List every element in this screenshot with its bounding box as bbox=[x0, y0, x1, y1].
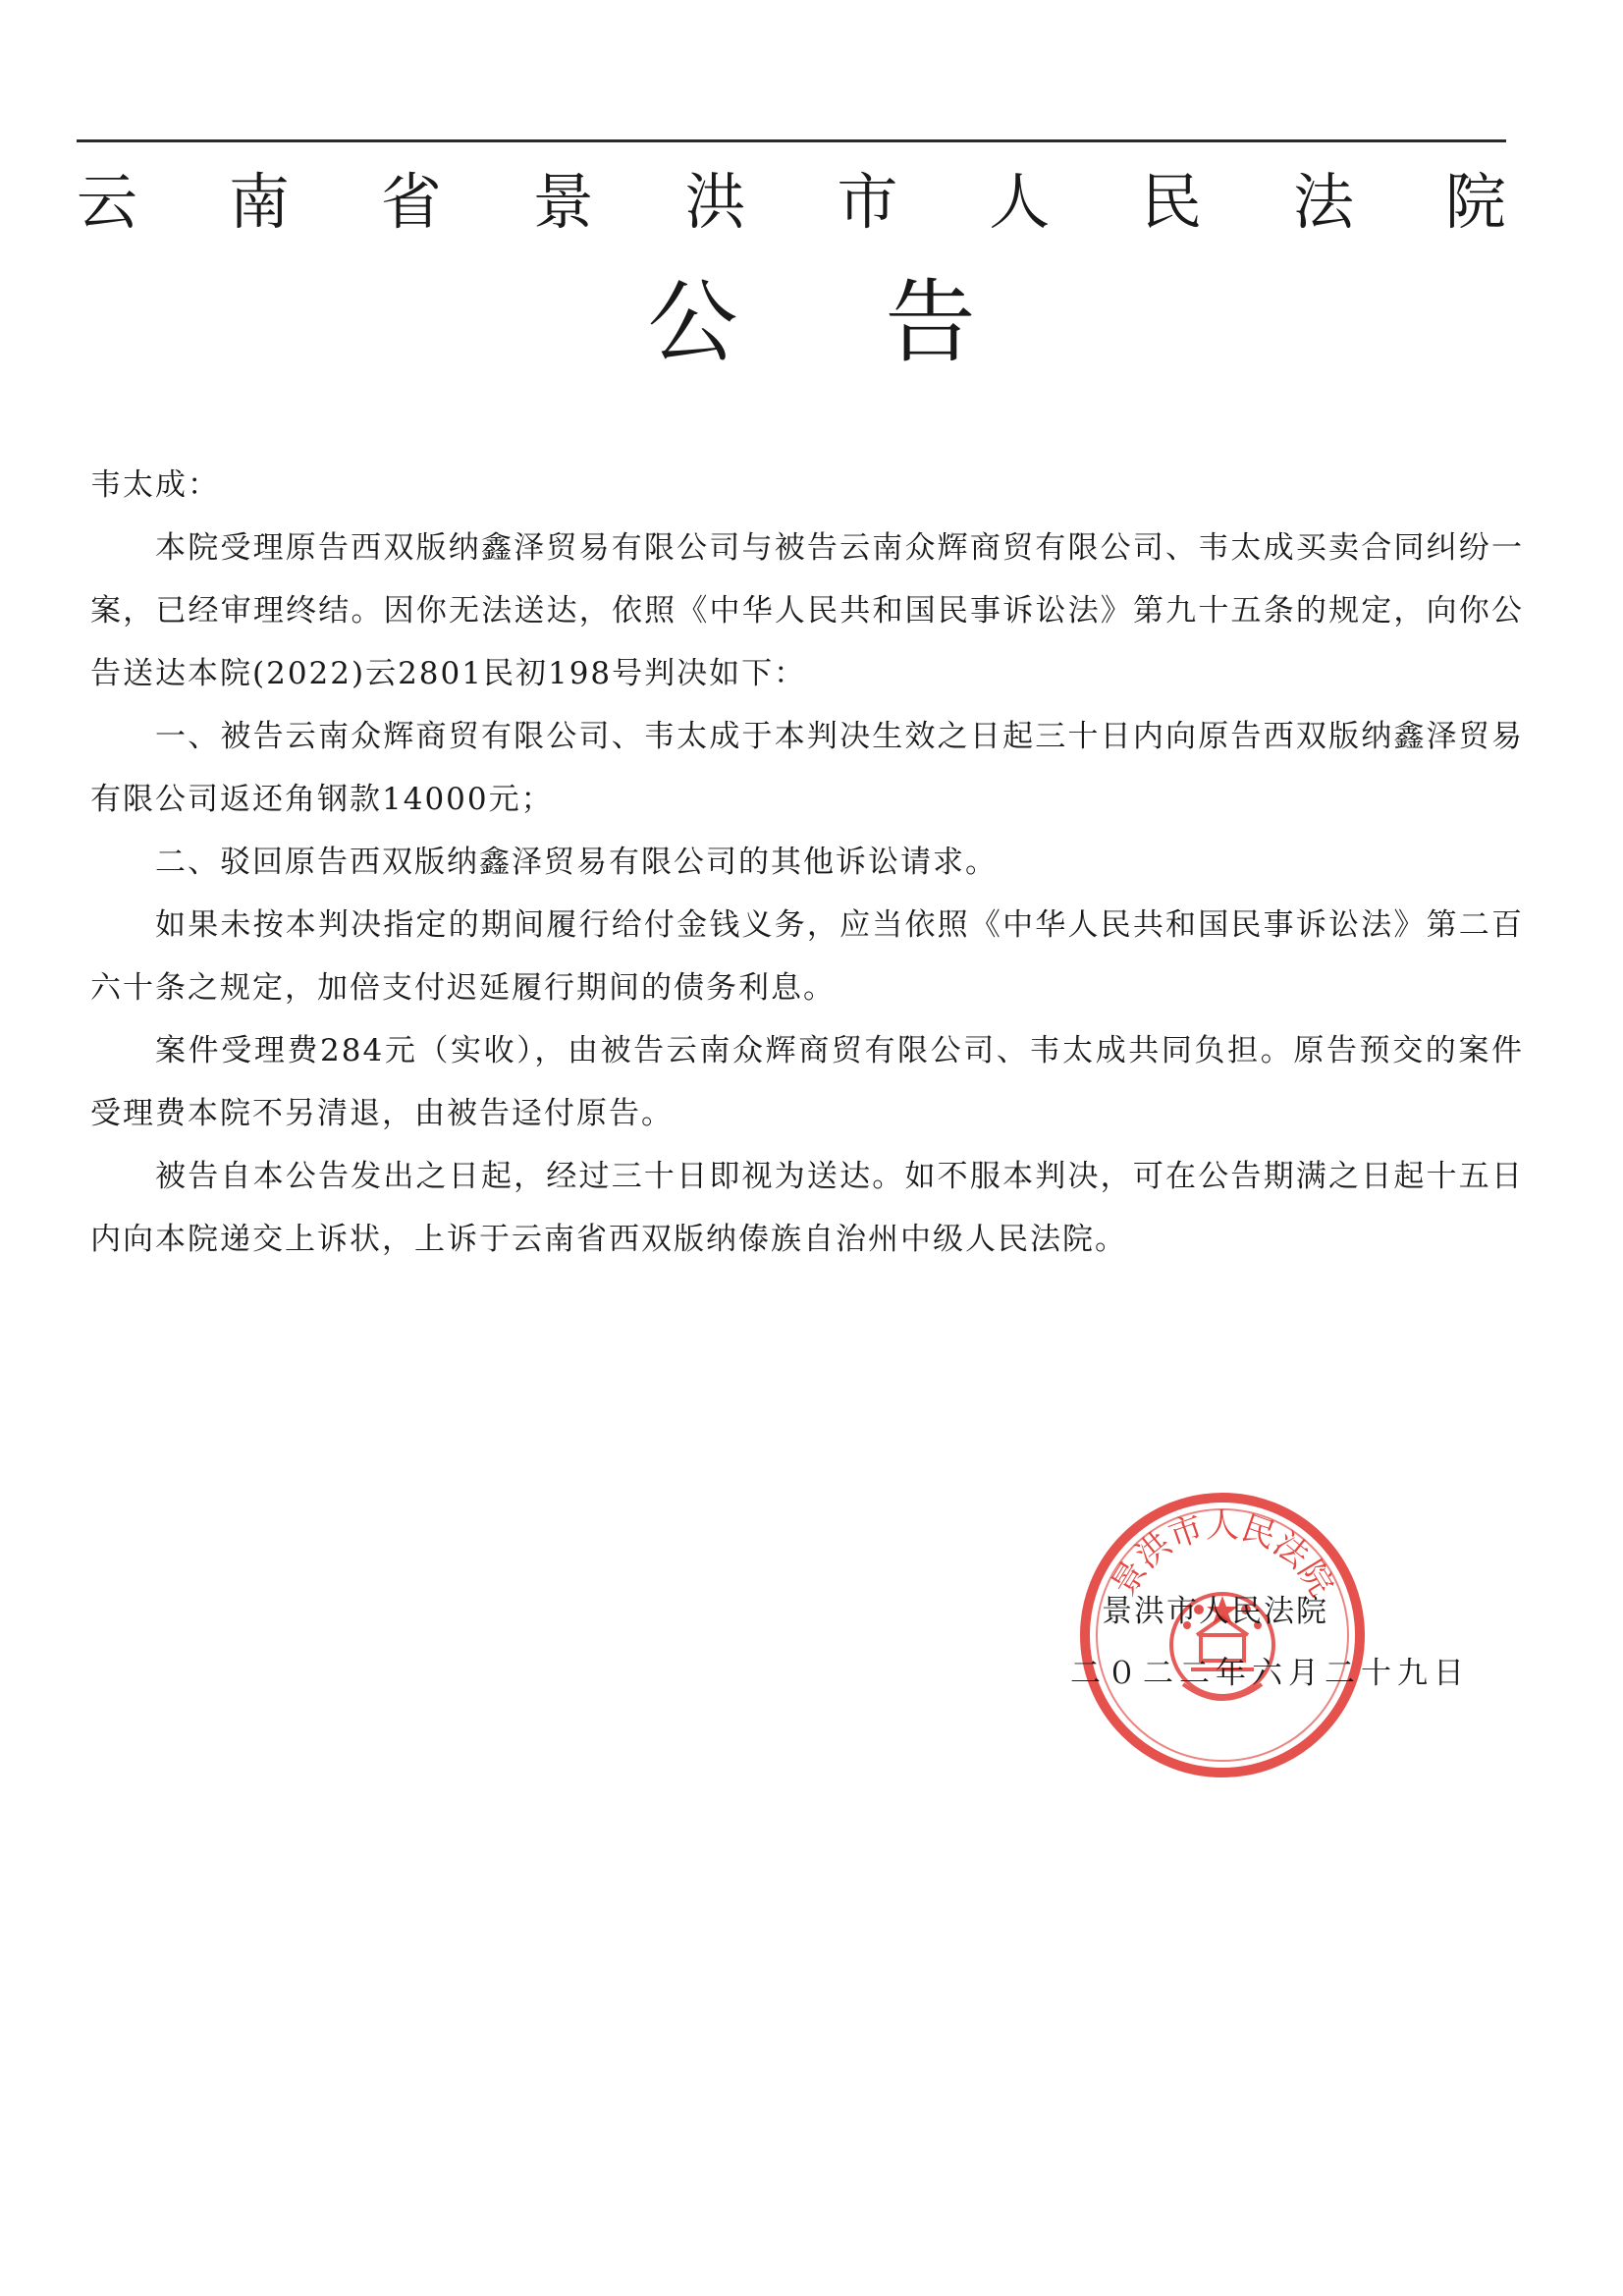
court-name-char: 南 bbox=[228, 165, 290, 238]
paragraph-late-performance: 如果未按本判决指定的期间履行给付金钱义务，应当依照《中华人民共和国民事诉讼法》第二百六十条之规定，加倍支付迟延履行期间的债务利息。 bbox=[90, 907, 1524, 1006]
paragraph-case-fee: 案件受理费284元（实收），由被告云南众辉商贸有限公司、韦太成共同负担。原告预交的案件受理费本院不另清退，由被告迳付原告。 bbox=[90, 1033, 1524, 1131]
header-rule bbox=[77, 139, 1506, 142]
notice-body bbox=[90, 454, 1524, 1271]
signature-date: 二０二二年六月二十九日 bbox=[1070, 1656, 1470, 1691]
court-name-char: 民 bbox=[1141, 165, 1203, 238]
document-title: 公告 bbox=[647, 270, 1123, 375]
court-name-char: 省 bbox=[380, 165, 442, 238]
court-name-char: 人 bbox=[989, 165, 1051, 238]
addressee: 韦太成： bbox=[90, 467, 220, 503]
court-name-char: 景 bbox=[532, 165, 594, 238]
court-name-char: 洪 bbox=[684, 165, 746, 238]
paragraph-service-appeal: 被告自本公告发出之日起，经过三十日即视为送达。如不服本判决，可在公告期满之日起十五日内向本院递交上诉状，上诉于云南省西双版纳傣族自治州中级人民法院。 bbox=[90, 1159, 1524, 1257]
paragraph-judgment-item-2: 二、驳回原告西双版纳鑫泽贸易有限公司的其他诉讼请求。 bbox=[155, 845, 998, 880]
court-name-char: 法 bbox=[1293, 165, 1355, 238]
seal-text: 景洪市人民法院 bbox=[1104, 1506, 1341, 1604]
paragraph-case-intro: 本院受理原告西双版纳鑫泽贸易有限公司与被告云南众辉商贸有限公司、韦太成买卖合同纠纷一案，已经审理终结。因你无法送达，依照《中华人民共和国民事诉讼法》第九十五条的规定，向你公告送达本院(2022)云2801民初198号判决如下： bbox=[90, 530, 1524, 691]
court-name-heading bbox=[77, 147, 1506, 246]
court-name-char: 云 bbox=[77, 165, 138, 238]
paragraph-judgment-item-1: 一、被告云南众辉商贸有限公司、韦太成于本判决生效之日起三十日内向原告西双版纳鑫泽贸易有限公司返还角钢款14000元； bbox=[90, 719, 1524, 817]
court-seal-icon bbox=[1075, 1488, 1370, 1782]
signature-organization: 景洪市人民法院 bbox=[1102, 1594, 1328, 1629]
court-name-char: 市 bbox=[837, 165, 898, 238]
court-name-char: 院 bbox=[1444, 165, 1506, 238]
